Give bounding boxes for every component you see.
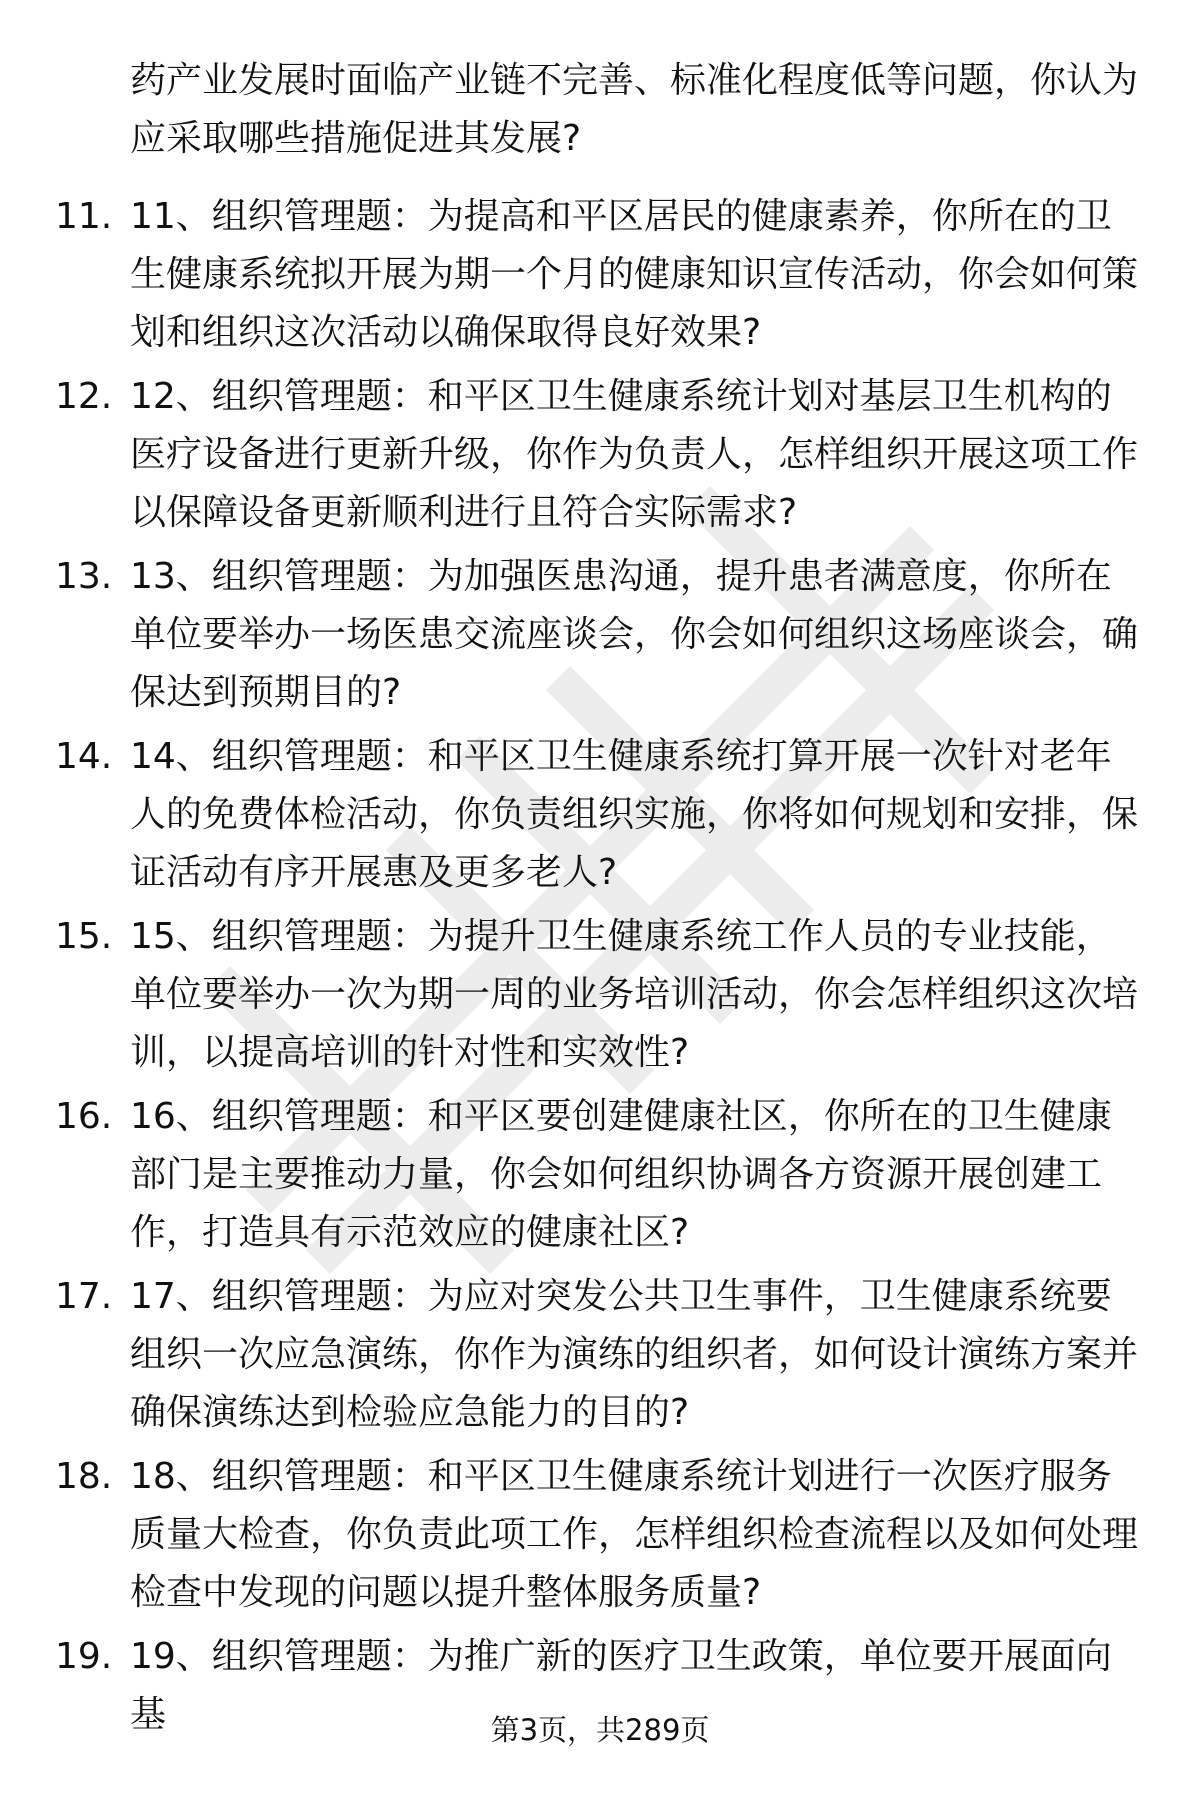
question-item bbox=[0, 548, 1200, 728]
question-text: 17、组织管理题：为应对突发公共卫生事件，卫生健康系统要组织一次应急演练，你作为演练的组织者，如何设计演练方案并确保演练达到检验应急能力的目的? bbox=[130, 1276, 1139, 1433]
question-text: 11、组织管理题：为提高和平区居民的健康素养，你所在的卫生健康系统拟开展为期一个月的健康知识宣传活动，你会如何策划和组织这次活动以确保取得良好效果? bbox=[130, 196, 1139, 353]
question-number: 13. bbox=[55, 556, 113, 597]
question-item bbox=[0, 1448, 1200, 1628]
continued-question-text: 药产业发展时面临产业链不完善、标准化程度低等问题，你认为应采取哪些措施促进其发展? bbox=[130, 60, 1139, 159]
question-item bbox=[0, 188, 1200, 368]
question-item bbox=[0, 368, 1200, 548]
question-number: 12. bbox=[55, 376, 113, 417]
question-text: 14、组织管理题：和平区卫生健康系统打算开展一次针对老年人的免费体检活动，你负责组织实施，你将如何规划和安排，保证活动有序开展惠及更多老人? bbox=[130, 736, 1139, 893]
question-item bbox=[0, 1088, 1200, 1268]
question-list bbox=[0, 188, 1200, 1808]
question-text: 13、组织管理题：为加强医患沟通，提升患者满意度，你所在单位要举办一场医患交流座谈会，你会如何组织这场座谈会，确保达到预期目的? bbox=[130, 556, 1139, 713]
question-item bbox=[0, 728, 1200, 908]
question-number: 15. bbox=[55, 916, 113, 957]
question-item bbox=[0, 908, 1200, 1088]
question-text: 15、组织管理题：为提升卫生健康系统工作人员的专业技能，单位要举办一次为期一周的业务培训活动，你会怎样组织这次培训，以提高培训的针对性和实效性? bbox=[130, 916, 1139, 1073]
question-text: 18、组织管理题：和平区卫生健康系统计划进行一次医疗服务质量大检查，你负责此项工作，怎样组织检查流程以及如何处理检查中发现的问题以提升整体服务质量? bbox=[130, 1456, 1139, 1613]
question-number: 16. bbox=[55, 1096, 113, 1137]
question-number: 17. bbox=[55, 1276, 113, 1317]
question-number: 19. bbox=[55, 1636, 113, 1677]
page-footer: 第3页，共289页 bbox=[490, 1713, 710, 1747]
question-item bbox=[0, 1268, 1200, 1448]
question-text: 16、组织管理题：和平区要创建健康社区，你所在的卫生健康部门是主要推动力量，你会如何组织协调各方资源开展创建工作，打造具有示范效应的健康社区? bbox=[130, 1096, 1112, 1253]
question-text: 12、组织管理题：和平区卫生健康系统计划对基层卫生机构的医疗设备进行更新升级，你作为负责人，怎样组织开展这项工作以保障设备更新顺利进行且符合实际需求? bbox=[130, 376, 1139, 533]
question-number: 11. bbox=[55, 196, 113, 237]
question-text: 19、组织管理题：为推广新的医疗卫生政策，单位要开展面向基 bbox=[130, 1636, 1112, 1735]
question-number: 18. bbox=[55, 1456, 113, 1497]
question-number: 14. bbox=[55, 736, 113, 777]
